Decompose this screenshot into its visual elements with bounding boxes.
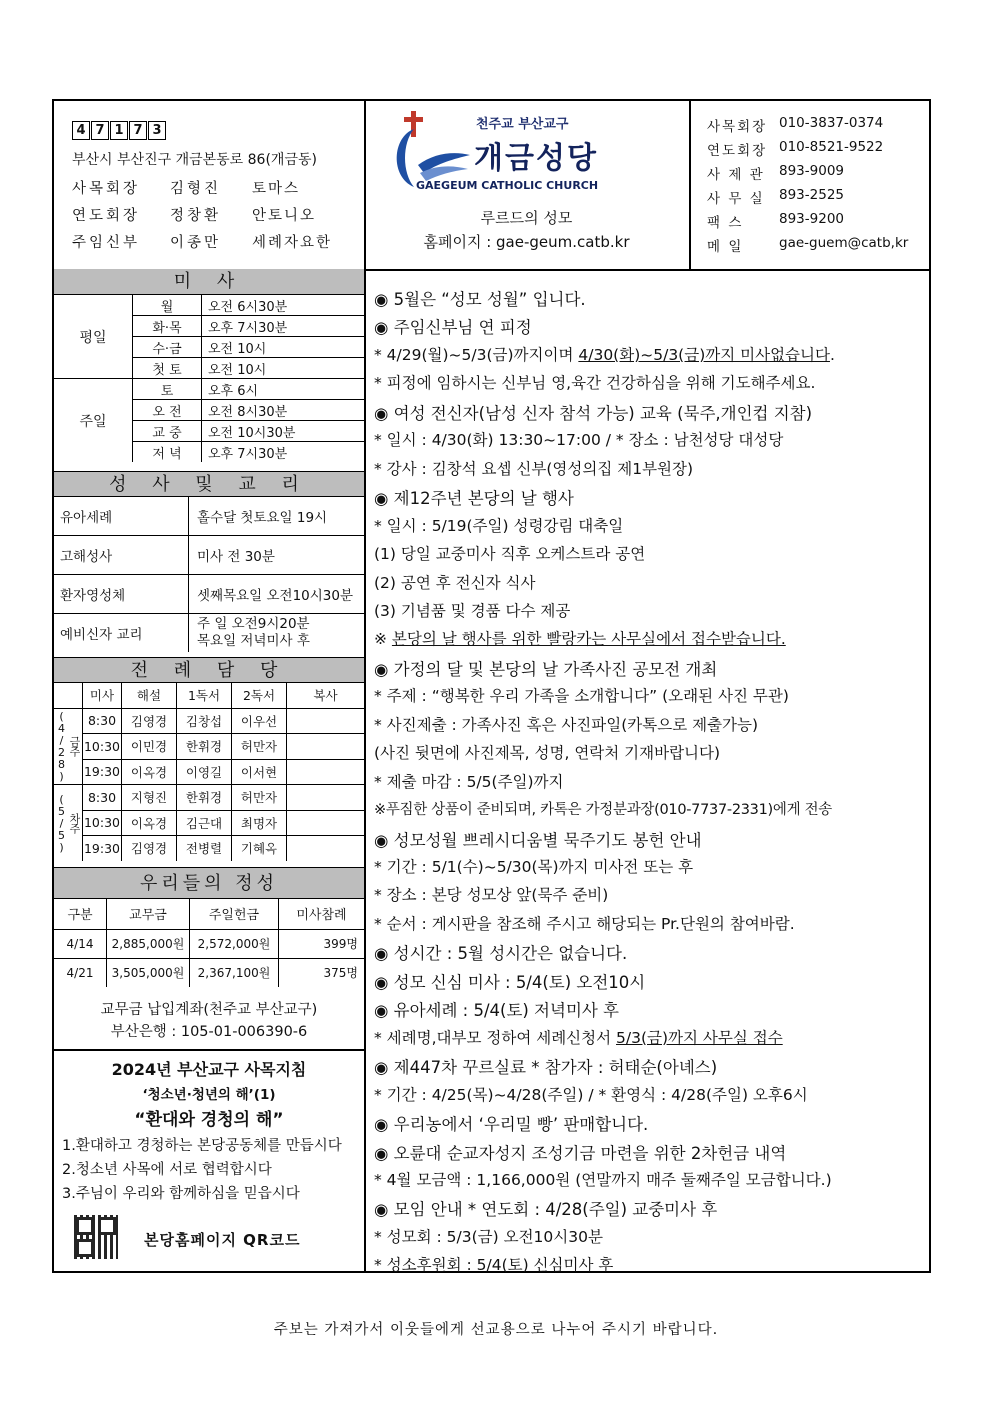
notice-line [374, 798, 832, 819]
notice-text: ◉ 제447차 꾸르실료 * 참가자 : 허태순(아녜스) [374, 1058, 718, 1078]
table-cell: 김영경 [122, 708, 177, 734]
mass-day: 토 [133, 379, 202, 400]
table-cell: 3,505,000원 [107, 958, 190, 987]
sacrament-label: 예비신자 교리 [54, 614, 189, 653]
notice-line [374, 684, 789, 706]
notice-line [374, 1026, 783, 1048]
table-cell [287, 836, 365, 861]
weekday-label: 평일 [54, 295, 133, 379]
catechism-sunday: 주 일 오전9시20분 [197, 616, 310, 632]
sacraments-section-title: 성 사 및 교 리 [54, 471, 364, 497]
staff-row [72, 204, 316, 225]
church-english-name: GAEGEUM CATHOLIC CHURCH [416, 179, 599, 192]
notice-text: (3) 기념품 및 경품 다수 제공 [374, 601, 571, 620]
table-row [54, 295, 364, 316]
notice-text: * 성소후원회 : 5/4(토) 신심미사 후 [374, 1256, 614, 1275]
table-cell: 이서현 [232, 759, 287, 785]
table-cell [287, 785, 365, 811]
pastoral-title: 2024년 부산교구 사목지침 [111, 1060, 307, 1079]
notice-text: ◉ 성모 신심 미사 : 5/4(토) 오전10시 [374, 972, 646, 992]
notice-heading [374, 940, 627, 964]
notice-text: ◉ 가정의 달 및 본당의 날 가족사진 공모전 개최 [374, 659, 718, 679]
table-cell: 10:30 [83, 810, 122, 836]
notice-text-tail: . [829, 345, 835, 364]
sacrament-value: 셋째목요일 오전10시30분 [189, 575, 365, 614]
table-header-cell: 미사 [83, 683, 122, 708]
table-cell: 399명 [279, 929, 365, 958]
pastoral-item: 3.주님이 우리와 함께하심을 믿읍시다 [62, 1186, 300, 1202]
contact-label: 사 제 관 [707, 167, 765, 183]
notice-text: * 일시 : 5/19(주일) 성령강림 대축일 [374, 516, 624, 535]
zip-code [72, 121, 166, 140]
notice-text: ◉ 제12주년 본당의 날 행사 [374, 489, 574, 509]
notice-text: * 기간 : 5/1(수)~5/30(목)까지 미사전 또는 후 [374, 858, 694, 876]
staff-row [72, 231, 332, 252]
homepage-url: 홈페이지 : gae-geum.catb.kr [423, 233, 630, 251]
mass-time: 오전 10시30분 [202, 421, 365, 442]
contact-value: gae-guem@catb,kr [779, 235, 909, 251]
notice-text: * 강사 : 김창석 요셉 신부(영성의집 제1부원장) [374, 459, 694, 478]
contact-label: 메 일 [707, 239, 744, 255]
mass-day: 월 [133, 295, 202, 316]
liturgy-table [54, 683, 364, 861]
table-row [54, 379, 364, 400]
table-header-cell: 1독서 [177, 683, 232, 708]
notice-underlined-text: 5/3(금)까지 사무실 접수 [616, 1028, 783, 1047]
staff-baptism: 세례자요한 [252, 235, 333, 251]
notice-text: * 성모회 : 5/3(금) 오전10시30분 [374, 1227, 603, 1246]
church-name: 개금성당 [474, 141, 598, 176]
mass-day: 수·금 [133, 337, 202, 358]
bulletin-frame [52, 99, 931, 1273]
bulletin-header [54, 101, 929, 271]
contact-label: 사목회장 [707, 119, 768, 135]
table-cell: 8:30 [83, 708, 122, 734]
table-row [54, 734, 364, 760]
account-number: 부산은행 : 105-01-006390-6 [110, 1024, 308, 1040]
notice-text: (2) 공연 후 전신자 식사 [374, 573, 536, 592]
contact-row [707, 163, 844, 183]
offerings-table [54, 899, 364, 987]
notice-line [374, 883, 608, 905]
table-row [54, 497, 364, 536]
notice-text: ◉ 여성 전신자(남성 신자 참석 가능) 교육 (묵주,개인컵 지참) [374, 403, 813, 423]
table-cell [287, 708, 365, 734]
table-row [54, 575, 364, 614]
table-cell: 이민경 [122, 734, 177, 760]
notice-text: * 세례명,대부모 정하여 세례신청서 [374, 1028, 617, 1047]
footer-note: 주보는 가져가서 이웃들에게 선교용으로 나누어 주시기 바랍니다. [273, 1322, 719, 1338]
table-cell [287, 810, 365, 836]
notice-heading [374, 314, 532, 338]
catechism-thursday: 목요일 저녁미사 후 [197, 633, 310, 649]
table-row [54, 785, 364, 811]
mass-time: 오후 7시30분 [202, 316, 365, 337]
notice-heading [374, 1054, 717, 1078]
notice-line [374, 713, 758, 735]
notice-text: ◉ 오륜대 순교자성지 조성기금 마련을 위한 2차헌금 내역 [374, 1143, 787, 1163]
notice-text: ◉ 유아세례 : 5/4(토) 저녁미사 후 [374, 1001, 619, 1021]
table-row [54, 683, 364, 708]
table-cell: 이옥경 [122, 810, 177, 836]
contact-value: 010-8521-9522 [779, 139, 884, 155]
pastoral-guidelines [54, 1049, 364, 1275]
staff-baptism: 토마스 [252, 181, 301, 197]
contact-row [707, 187, 844, 207]
table-cell: 이영길 [177, 759, 232, 785]
table-cell: 전병렬 [177, 836, 232, 861]
contact-label: 사 무 실 [707, 191, 765, 207]
notice-line [374, 343, 835, 365]
notice-line [374, 627, 786, 649]
notice-heading [374, 827, 702, 851]
notice-line [374, 1168, 832, 1190]
table-header-cell: 해설 [122, 683, 177, 708]
notice-line [374, 514, 623, 536]
notice-text: ◉ 성모성월 쁘레시디움별 묵주기도 봉헌 안내 [374, 830, 702, 850]
notice-heading [374, 400, 812, 424]
table-cell: 지형진 [122, 785, 177, 811]
zip-digit: 1 [110, 121, 128, 140]
notice-text: (1) 당일 교중미사 직후 오케스트라 공연 [374, 545, 646, 564]
contact-row [707, 235, 908, 255]
table-row [54, 899, 364, 929]
contact-value: 893-9009 [779, 163, 844, 179]
mass-time: 오후 6시 [202, 379, 365, 400]
notice-line [374, 741, 720, 763]
table-row [54, 759, 364, 785]
notice-line [374, 770, 564, 792]
table-cell: 김영경 [122, 836, 177, 861]
notices-column [366, 269, 929, 1273]
contact-label: 연도회장 [707, 143, 768, 159]
sacraments-table [54, 497, 364, 652]
table-header-cell: 복사 [287, 683, 365, 708]
staff-role: 사목회장 [72, 181, 141, 197]
qr-code-label: 본당홈페이지 QR코드 [144, 1231, 301, 1249]
mass-time: 오전 10시 [202, 358, 365, 379]
notice-text: * 일시 : 4/30(화) 13:30~17:00 / * 장소 : 남천성당 대성당 [374, 431, 784, 450]
notice-line [374, 1083, 808, 1105]
church-logo-block [364, 101, 691, 269]
table-header-cell: 주일헌금 [190, 899, 279, 929]
table-cell: 4/14 [54, 929, 107, 958]
table-header-cell [54, 683, 83, 708]
offerings-section-title: 우리들의 정성 [54, 867, 364, 899]
mass-schedule-table [54, 295, 364, 462]
table-row [54, 836, 364, 861]
contact-label: 팩 스 [707, 215, 744, 231]
pastoral-item: 1.환대하고 경청하는 본당공동체를 만듭시다 [62, 1138, 342, 1154]
table-cell: 이옥경 [122, 759, 177, 785]
table-cell: 김창섭 [177, 708, 232, 734]
notice-text: * 4/29(월)~5/3(금)까지이며 [374, 345, 579, 364]
notice-line [374, 457, 693, 479]
notice-text: * 주제 : “행복한 우리 가족을 소개합니다” (오래된 사진 무관) [374, 687, 789, 706]
notice-heading [374, 656, 717, 680]
contact-row [707, 139, 883, 159]
contact-value: 893-2525 [779, 187, 844, 203]
mass-time: 오전 6시30분 [202, 295, 365, 316]
mass-section-title: 미 사 [54, 269, 364, 295]
notice-line [374, 1225, 603, 1247]
notice-text: (사진 뒷면에 사진제목, 성명, 연락처 기재바랍니다) [374, 744, 721, 763]
patron-saint: 루르드의 성모 [480, 209, 573, 227]
table-cell: 2,572,000원 [190, 929, 279, 958]
week-label: 차주(5/5) [54, 785, 83, 861]
table-cell: 4/21 [54, 958, 107, 987]
table-cell: 8:30 [83, 785, 122, 811]
mass-time: 오후 7시30분 [202, 442, 365, 463]
table-row [54, 929, 364, 958]
notice-line [374, 542, 645, 564]
left-column [54, 269, 366, 1273]
zip-digit: 7 [91, 121, 109, 140]
notice-text: ※ [374, 630, 392, 649]
notice-heading [374, 997, 619, 1021]
table-cell [287, 734, 365, 760]
notice-heading [374, 286, 586, 310]
notice-text: * 장소 : 본당 성모상 앞(묵주 준비) [374, 886, 609, 905]
contact-value: 010-3837-0374 [779, 115, 884, 131]
notice-text: * 기간 : 4/25(목)~4/28(주일) / * 환영식 : 4/28(주일) 오후6시 [374, 1085, 808, 1104]
staff-name: 김형진 [170, 181, 222, 197]
bank-account [54, 999, 364, 1043]
contact-row [707, 115, 883, 135]
qr-code[interactable] [74, 1215, 118, 1259]
notice-line [374, 855, 693, 877]
staff-baptism: 안토니오 [252, 208, 317, 224]
staff-role: 주임신부 [72, 235, 141, 251]
staff-role: 연도회장 [72, 208, 141, 224]
table-header-cell: 2독서 [232, 683, 287, 708]
notice-line [374, 428, 783, 450]
staff-row [72, 177, 300, 198]
notice-line [374, 571, 535, 593]
notice-text: ◉ 성시간 : 5월 성시간은 없습니다. [374, 944, 628, 964]
notice-text: * 순서 : 게시판을 참조해 주시고 해당되는 Pr.단원의 참여바람. [374, 914, 795, 933]
table-cell: 이우선 [232, 708, 287, 734]
notice-line [374, 599, 570, 621]
table-cell: 19:30 [83, 836, 122, 861]
staff-name: 정창환 [170, 208, 222, 224]
account-title: 교무금 납입계좌(천주교 부산교구) [100, 1002, 318, 1018]
notice-text: * 4월 모금액 : 1,166,000원 (연말까지 매주 둘째주일 모금합니다.) [374, 1170, 832, 1189]
table-cell: 한휘경 [177, 785, 232, 811]
table-cell: 허만자 [232, 734, 287, 760]
notice-text: * 피정에 임하시는 신부님 영,육간 건강하심을 위해 기도해주세요. [374, 374, 816, 393]
mass-day: 첫 토 [133, 358, 202, 379]
notice-heading [374, 969, 645, 993]
mass-time: 오전 10시 [202, 337, 365, 358]
notice-text: * 제출 마감 : 5/5(주일)까지 [374, 772, 564, 791]
notice-text: ◉ 모임 안내 * 연도회 : 4/28(주일) 교중미사 후 [374, 1200, 718, 1220]
notice-text: ◉ 5월은 “성모 성월” 입니다. [374, 290, 586, 309]
notice-line [374, 1253, 613, 1275]
table-cell: 2,885,000원 [107, 929, 190, 958]
mass-day: 저 녁 [133, 442, 202, 463]
notice-underlined-text: 4/30(화)~5/3(금)까지 미사없습니다 [578, 345, 830, 364]
table-row [54, 536, 364, 575]
zip-digit: 4 [72, 121, 90, 140]
sacrament-label: 고해성사 [54, 536, 189, 575]
notice-line [374, 371, 815, 393]
notice-underlined-text: 본당의 날 행사를 위한 빨랑카는 사무실에서 접수받습니다. [391, 630, 786, 649]
liturgy-section-title: 전 례 담 당 [54, 657, 364, 683]
mass-day: 오 전 [133, 400, 202, 421]
mass-day: 화·목 [133, 316, 202, 337]
contacts-block [691, 101, 929, 269]
sacrament-value: 홀수달 첫토요일 19시 [189, 497, 365, 536]
notice-line [374, 912, 795, 934]
notice-heading [374, 1140, 786, 1164]
pastoral-item: 2.청소년 사목에 서로 협력합시다 [62, 1162, 272, 1178]
table-header-cell: 미사참례 [279, 899, 365, 929]
table-cell: 최명자 [232, 810, 287, 836]
week-label: 금주(4/28) [54, 708, 83, 785]
notice-heading [374, 485, 574, 509]
sacrament-value [189, 614, 365, 653]
table-cell: 기혜옥 [232, 836, 287, 861]
staff-name: 이종만 [170, 235, 222, 251]
table-cell: 허만자 [232, 785, 287, 811]
table-cell: 한휘경 [177, 734, 232, 760]
zip-digit: 7 [129, 121, 147, 140]
table-cell: 2,367,100원 [190, 958, 279, 987]
table-row [54, 708, 364, 734]
table-cell: 375명 [279, 958, 365, 987]
contact-row [707, 211, 844, 231]
table-row [54, 810, 364, 836]
notice-heading [374, 1111, 648, 1135]
diocese-name: 천주교 부산교구 [476, 117, 569, 132]
sacrament-label: 유아세례 [54, 497, 189, 536]
notice-heading [374, 1196, 717, 1220]
pastoral-theme: “환대와 경청의 해” [134, 1110, 284, 1130]
mass-day: 교 중 [133, 421, 202, 442]
table-row [54, 614, 364, 653]
mass-time: 오전 8시30분 [202, 400, 365, 421]
table-header-cell: 교무금 [107, 899, 190, 929]
notice-text: ◉ 주임신부님 연 피정 [374, 318, 532, 338]
sunday-label: 주일 [54, 379, 133, 463]
table-header-cell: 구분 [54, 899, 107, 929]
zip-digit: 3 [148, 121, 166, 140]
pastoral-subtitle: ‘청소년·청년의 해’(1) [142, 1087, 276, 1103]
contact-value: 893-9200 [779, 211, 844, 227]
notice-text: ※푸짐한 상품이 준비되며, 카톡은 가정분과장(010-7737-2331)에게 전송 [374, 802, 833, 819]
table-cell: 김근대 [177, 810, 232, 836]
church-address: 부산시 부산진구 개금본동로 86(개금동) [72, 152, 317, 168]
address-block [54, 101, 366, 269]
notice-text: ◉ 우리농에서 ‘우리밀 빵’ 판매합니다. [374, 1115, 649, 1135]
table-cell: 19:30 [83, 759, 122, 785]
table-row [54, 958, 364, 987]
table-cell [287, 759, 365, 785]
notice-text: * 사진제출 : 가족사진 혹은 사진파일(카톡으로 제출가능) [374, 715, 759, 734]
sacrament-value: 미사 전 30분 [189, 536, 365, 575]
sacrament-label: 환자영성체 [54, 575, 189, 614]
table-cell: 10:30 [83, 734, 122, 760]
